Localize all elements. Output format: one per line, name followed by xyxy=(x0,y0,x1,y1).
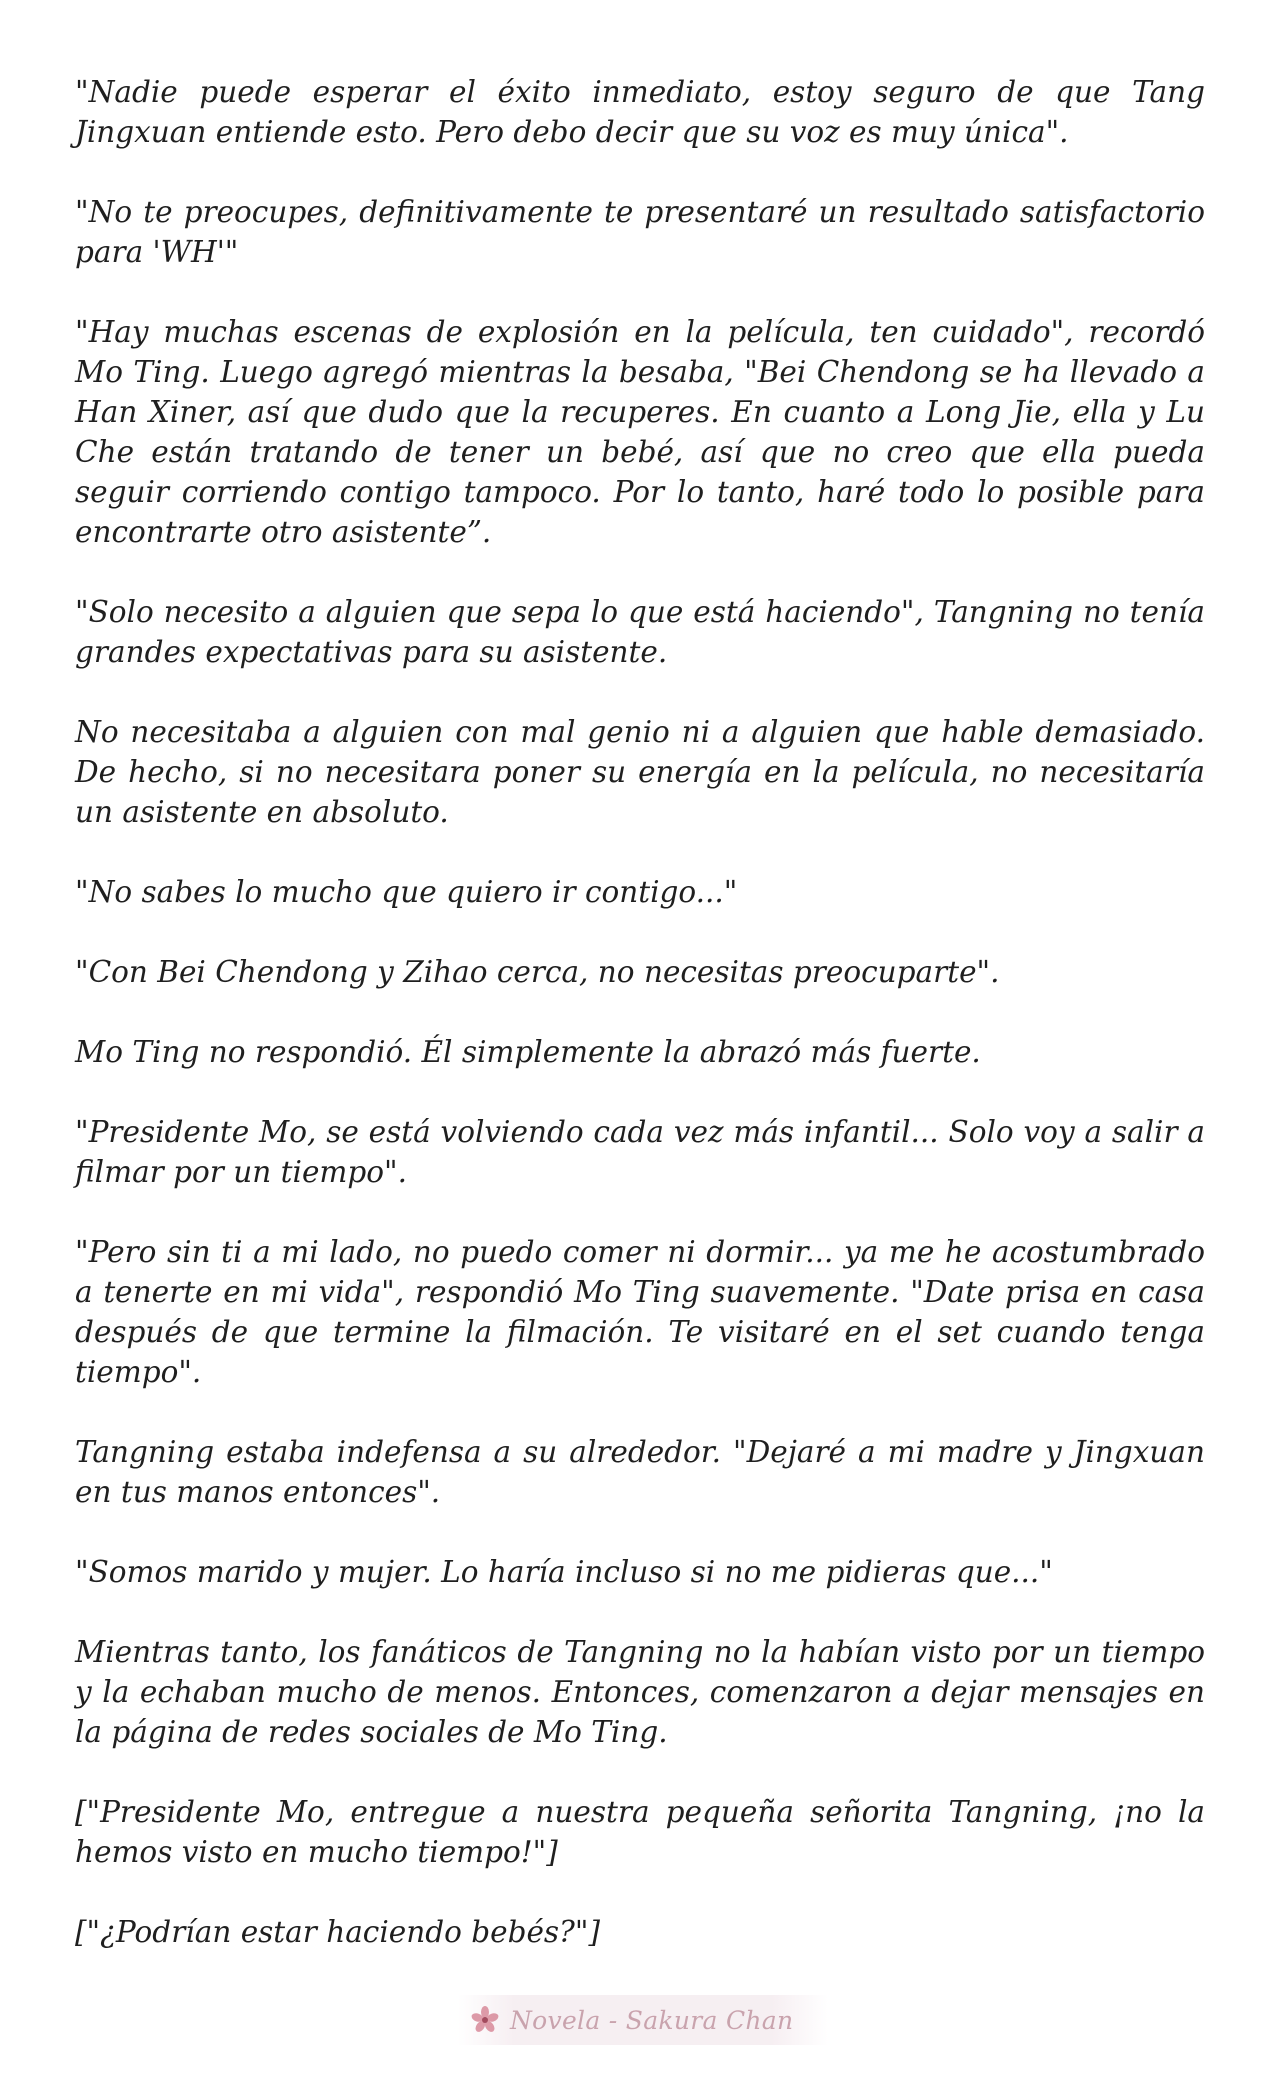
paragraph-12: "Somos marido y mujer. Lo haría incluso si no me pidieras que..." xyxy=(75,1555,1053,1589)
paragraph-4: "Solo necesito a alguien que sepa lo que está haciendo", Tangning no tenía grandes expectativas para su asistente. xyxy=(75,595,1205,669)
paragraph-6: "No sabes lo mucho que quiero ir contigo..." xyxy=(75,875,738,909)
paragraph-8: Mo Ting no respondió. Él simplemente la abrazó más fuerte. xyxy=(75,1035,981,1069)
paragraph-5: No necesitaba a alguien con mal genio ni a alguien que hable demasiado. De hecho, si no necesitara poner su energía en la película, no necesitaría un asistente en absoluto. xyxy=(75,715,1205,829)
paragraph-10: "Pero sin ti a mi lado, no puedo comer ni dormir... ya me he acostumbrado a tenerte en mi vida", respondió Mo Ting suavemente. "Date prisa en casa después de que termine la filmación. Te visitaré en el set cuando tenga tiempo". xyxy=(75,1235,1205,1389)
paragraph-3: "Hay muchas escenas de explosión en la película, ten cuidado", recordó Mo Ting. Luego agregó mientras la besaba, "Bei Chendong se ha llevado a Han Xiner, así que dudo que la recuperes. En cuanto a Long Jie, ella y Lu Che están tratando de tener un bebé, así que no creo que ella pueda seguir corriendo contigo tampoco. Por lo tanto, haré todo lo posible para encontrarte otro asistente”. xyxy=(75,315,1205,549)
document-page xyxy=(75,72,1205,1952)
watermark-text: Novela - Sakura Chan xyxy=(510,2005,794,2035)
paragraph-14: ["Presidente Mo, entregue a nuestra pequeña señorita Tangning, ¡no la hemos visto en mucho tiempo!"] xyxy=(75,1795,1205,1869)
paragraph-7: "Con Bei Chendong y Zihao cerca, no necesitas preocuparte". xyxy=(75,955,1000,989)
paragraph-9: "Presidente Mo, se está volviendo cada vez más infantil... Solo voy a salir a filmar por un tiempo". xyxy=(75,1115,1205,1189)
paragraph-13: Mientras tanto, los fanáticos de Tangning no la habían visto por un tiempo y la echaban mucho de menos. Entonces, comenzaron a dejar mensajes en la página de redes sociales de Mo Ting. xyxy=(75,1635,1205,1749)
paragraph-15: ["¿Podrían estar haciendo bebés?"] xyxy=(75,1915,600,1949)
sakura-flower-icon xyxy=(468,2003,502,2037)
paragraph-1: "Nadie puede esperar el éxito inmediato, estoy seguro de que Tang Jingxuan entiende esto. Pero debo decir que su voz es muy única". xyxy=(75,75,1205,149)
watermark xyxy=(458,1995,828,2045)
paragraph-2: "No te preocupes, definitivamente te presentaré un resultado satisfactorio para 'WH'" xyxy=(75,195,1205,269)
paragraph-11: Tangning estaba indefensa a su alrededor. "Dejaré a mi madre y Jingxuan en tus manos entonces". xyxy=(75,1435,1205,1509)
